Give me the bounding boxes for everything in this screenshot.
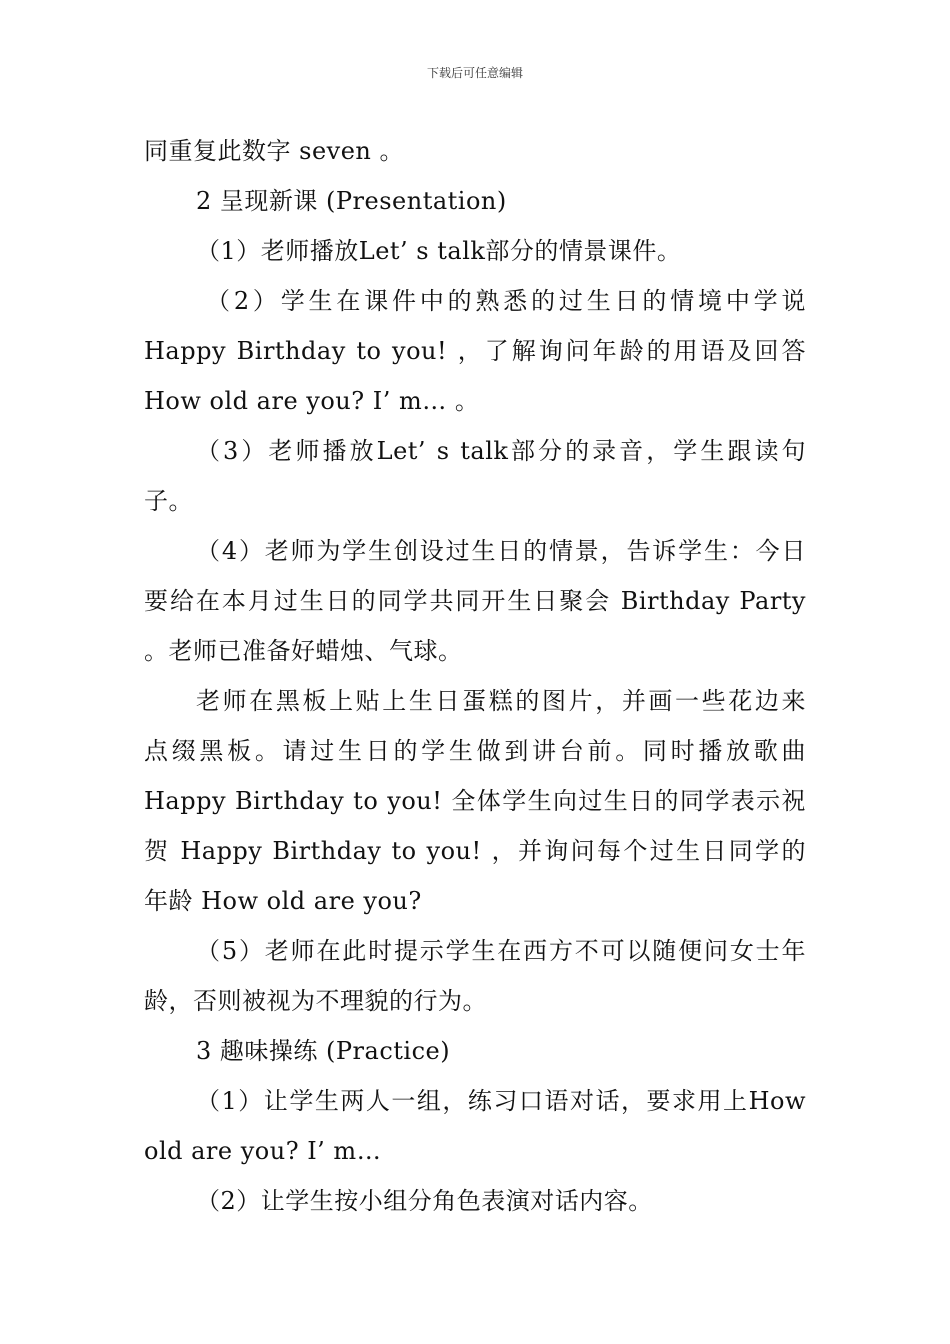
text-line: 贺 Happy Birthday to you! ，并询问每个过生日同学的 bbox=[144, 837, 806, 865]
text-line: 龄，否则被视为不理貌的行为。 bbox=[144, 987, 487, 1015]
text-line: 老师在黑板上贴上生日蛋糕的图片，并画一些花边来 bbox=[196, 687, 806, 715]
section-heading: 2 呈现新课 (Presentation) bbox=[196, 187, 507, 215]
text-line: 要给在本月过生日的同学共同开生日聚会 Birthday Party bbox=[144, 587, 806, 615]
text-line: 。老师已准备好蜡烛、气球。 bbox=[144, 637, 463, 665]
text-line: （5）老师在此时提示学生在西方不可以随便问女士年 bbox=[196, 937, 806, 965]
section-heading: 3 趣味操练 (Practice) bbox=[196, 1037, 451, 1065]
text-line: How old are you? I’ m… 。 bbox=[144, 387, 480, 415]
text-line: （3）老师播放Let’ s talk部分的录音，学生跟读句 bbox=[196, 437, 806, 465]
text-line: （2）学生在课件中的熟悉的过生日的情境中学说 bbox=[206, 287, 806, 315]
text-line: （2）让学生按小组分角色表演对话内容。 bbox=[196, 1187, 653, 1215]
text-line: old are you? I’ m… bbox=[144, 1137, 382, 1165]
text-line: （1）让学生两人一组，练习口语对话，要求用上How bbox=[196, 1087, 806, 1115]
text-line: Happy Birthday to you! ，了解询问年龄的用语及回答 bbox=[144, 337, 806, 365]
text-line: 子。 bbox=[144, 487, 193, 515]
text-line: （4）老师为学生创设过生日的情景，告诉学生：今日 bbox=[196, 537, 806, 565]
page-header: 下载后可任意编辑 bbox=[426, 66, 523, 80]
text-line: Happy Birthday to you! 全体学生向过生日的同学表示祝 bbox=[144, 787, 806, 815]
text-line: 点缀黑板。请过生日的学生做到讲台前。同时播放歌曲 bbox=[144, 737, 806, 765]
text-line: 年龄 How old are you? bbox=[144, 887, 422, 915]
text-line: （1）老师播放Let’ s talk部分的情景课件。 bbox=[196, 237, 682, 265]
text-line: 同重复此数字 seven 。 bbox=[144, 137, 404, 165]
